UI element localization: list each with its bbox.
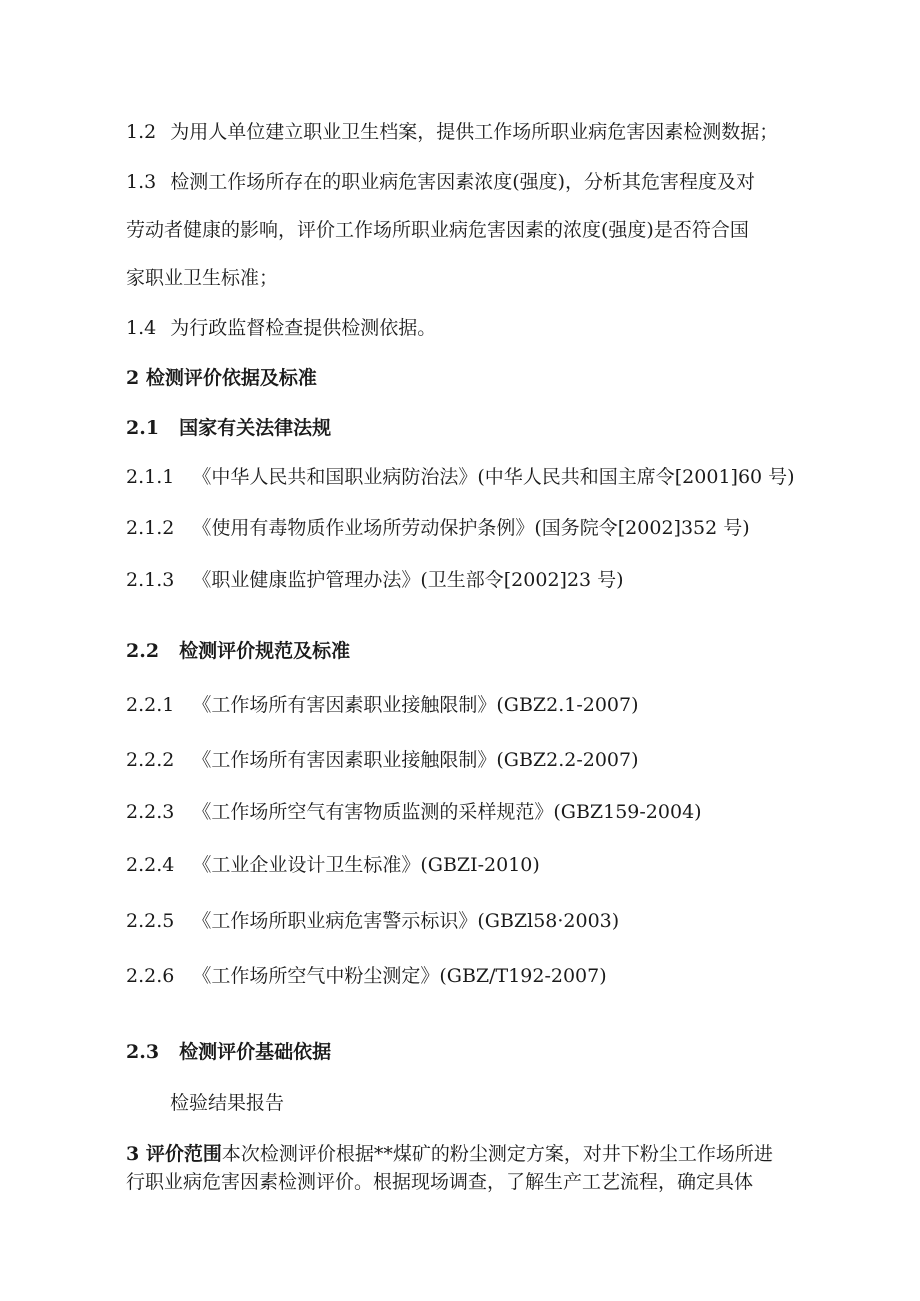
section-3-heading: 3 评价范围: [126, 1143, 222, 1165]
item-number: 2.2.5: [126, 910, 175, 932]
item-text: 《工作场所有害因素职业接触限制》(GBZ2.2-2007): [192, 749, 639, 771]
list-item: [126, 800, 702, 824]
item-number: 2.1.1: [126, 466, 175, 488]
item-number: 1.3: [126, 171, 157, 193]
section-2-3-body: 检验结果报告: [170, 1092, 285, 1114]
item-number: 1.4: [126, 317, 157, 339]
paragraph-1-3-line-1: [126, 170, 755, 194]
heading-text: 检测评价基础依据: [179, 1041, 332, 1063]
item-text: 《工作场所空气中粉尘测定》(GBZ/T192-2007): [192, 965, 607, 987]
list-item: [126, 465, 795, 489]
item-text: 《使用有毒物质作业场所劳动保护条例》(国务院令[2002]352 号): [192, 517, 750, 539]
section-2-3-heading: [126, 1040, 331, 1064]
section-2-2-heading: [126, 639, 350, 663]
paragraph-1-3-line-3: 家职业卫生标准；: [126, 267, 279, 289]
item-number: 2.2.6: [126, 965, 175, 987]
item-text: 《职业健康监护管理办法》(卫生部令[2002]23 号): [192, 569, 624, 591]
item-number: 2.2.4: [126, 854, 175, 876]
item-text: 为行政监督检查提供检测依据。: [170, 317, 437, 339]
section-2-heading: 2 检测评价依据及标准: [126, 367, 317, 389]
item-text: 《中华人民共和国职业病防治法》(中华人民共和国主席令[2001]60 号): [192, 466, 795, 488]
item-number: 2.1.3: [126, 569, 175, 591]
item-number: 2.2.3: [126, 801, 175, 823]
item-number: 2.1.2: [126, 517, 175, 539]
section-3-text: 本次检测评价根据**煤矿的粉尘测定方案，对井下粉尘工作场所进: [221, 1143, 773, 1165]
list-item: [126, 516, 750, 540]
list-item: [126, 693, 639, 717]
item-number: 2.2.1: [126, 694, 175, 716]
list-item: [126, 568, 624, 592]
heading-number: 2.3: [126, 1041, 160, 1063]
item-text: 《工作场所有害因素职业接触限制》(GBZ2.1-2007): [192, 694, 639, 716]
heading-text: 国家有关法律法规: [179, 417, 332, 439]
paragraph-1-3-line-2: 劳动者健康的影响，评价工作场所职业病危害因素的浓度(强度)是否符合国: [126, 219, 749, 241]
item-text: 《工作场所空气有害物质监测的采样规范》(GBZ159-2004): [192, 801, 702, 823]
item-text: 《工业企业设计卫生标准》(GBZI-2010): [192, 854, 540, 876]
item-number: 2.2.2: [126, 749, 175, 771]
section-3-line-1: [126, 1142, 773, 1166]
paragraph-1-2: [126, 120, 778, 144]
list-item: [126, 748, 639, 772]
paragraph-1-4: [126, 316, 436, 340]
item-text: 检测工作场所存在的职业病危害因素浓度(强度)，分析其危害程度及对: [170, 171, 756, 193]
section-3-line-2: 行职业病危害因素检测评价。根据现场调查，了解生产工艺流程，确定具体: [126, 1171, 754, 1193]
heading-number: 2.2: [126, 640, 160, 662]
heading-number: 2.1: [126, 417, 160, 439]
item-number: 1.2: [126, 121, 157, 143]
list-item: [126, 909, 619, 933]
heading-text: 检测评价规范及标准: [179, 640, 351, 662]
list-item: [126, 964, 607, 988]
section-2-1-heading: [126, 416, 331, 440]
list-item: [126, 853, 540, 877]
item-text: 《工作场所职业病危害警示标识》(GBZl58·2003): [192, 910, 620, 932]
item-text: 为用人单位建立职业卫生档案，提供工作场所职业病危害因素检测数据；: [170, 121, 779, 143]
